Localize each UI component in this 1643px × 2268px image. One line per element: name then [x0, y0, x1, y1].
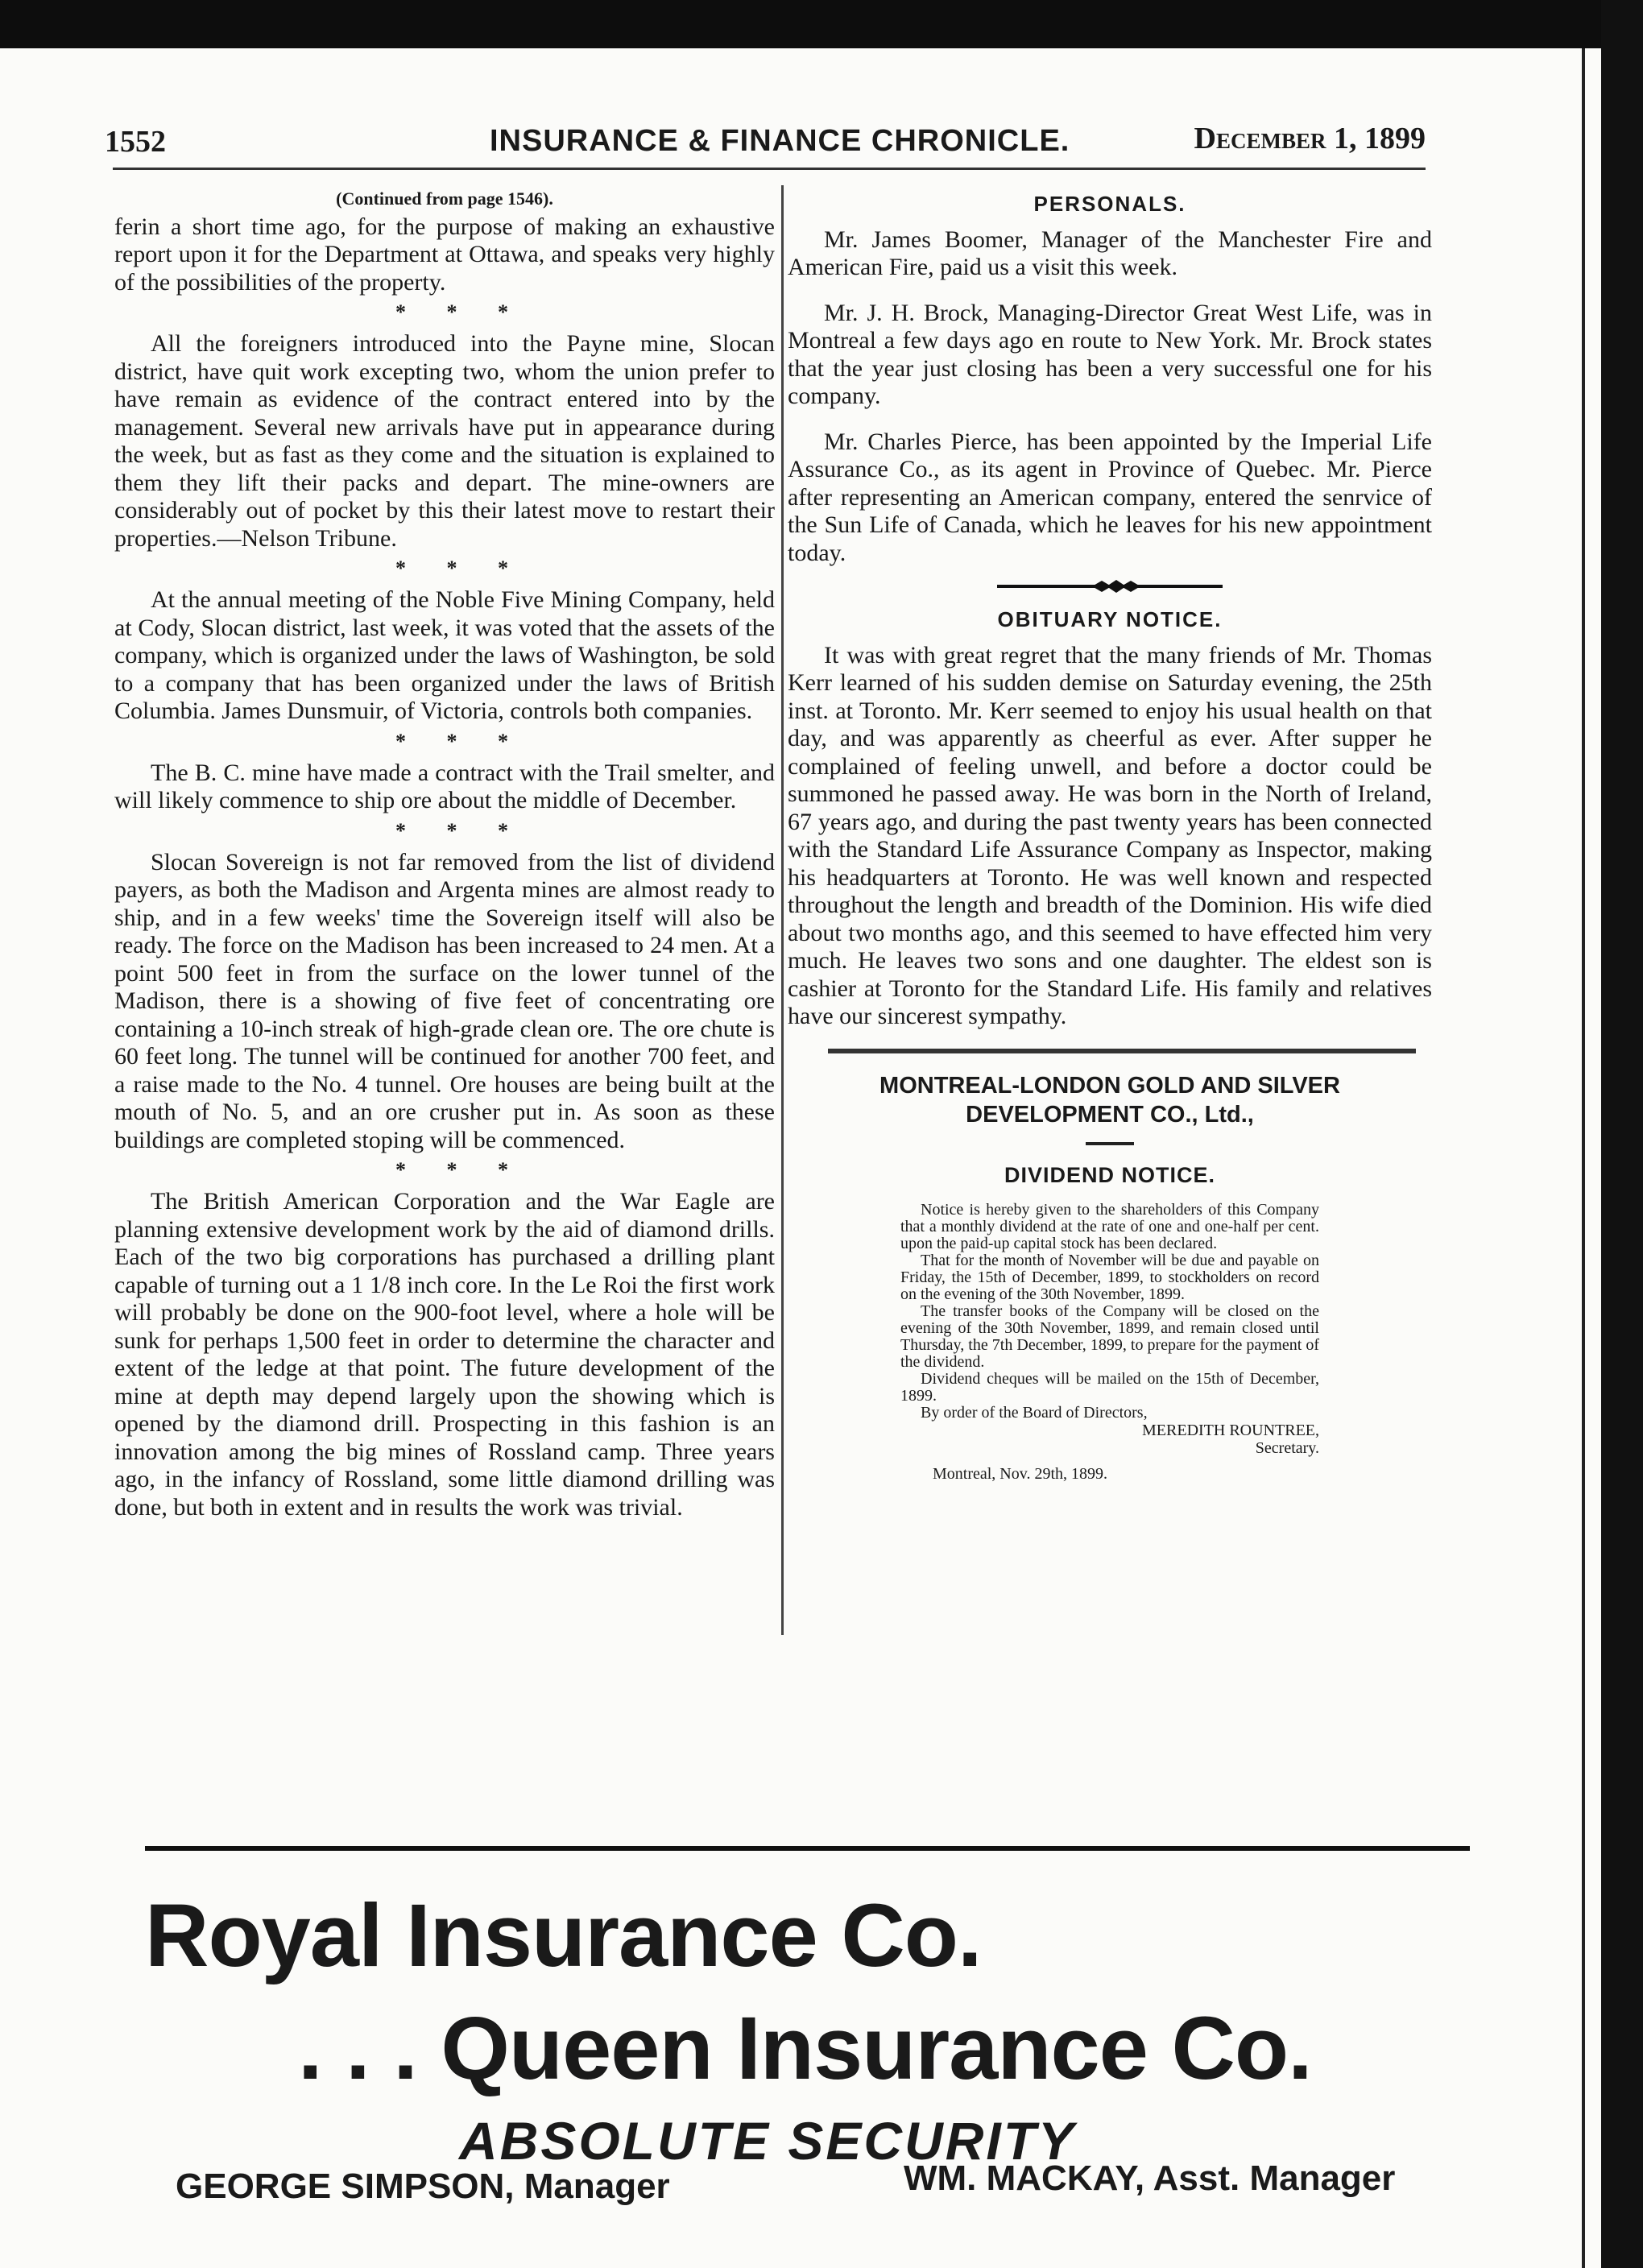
place-date: Montreal, Nov. 29th, 1899. — [933, 1465, 1108, 1483]
page-edge-line — [1582, 48, 1585, 2268]
personal-item: Mr. Charles Pierce, has been appointed by the Imperial Life Assurance Co., as its agent in Province of Quebec. Mr. Pierce after representing an American company, entered the senrvice of the Sun Life of Canada, which he leaves for his new appointment today. — [788, 428, 1432, 566]
article-paragraph: Slocan Sovereign is not far removed from the list of dividend payers, as both the Madison and Argenta mines are almost ready to ship, and in a few weeks' time the Sovereign itself will also be ready. The force on the Madison has been increased to 24 men. At a point 500 feet in from the surface on the lower tunnel of the Madison, there is a showing of five feet of concentrating ore containing a 10-inch streak of high-grade clean ore. The ore chute is 60 feet long. The tunnel will be continued for another 700 feet, and a raise made to the No. 4 tunnel. Ore houses are being built at the mouth of No. 5, and an ore crusher put in. As soon as these buildings are completed stoping will be commenced. — [114, 848, 775, 1153]
article-paragraph: ferin a short time ago, for the purpose of making an exhaustive report upon it for the Department at Ottawa, and speaks very highly of the possibilities of the property. — [114, 213, 775, 296]
section-separator: * * * — [395, 729, 526, 753]
assistant-manager-name: WM. MACKAY, Asst. Manager — [904, 2158, 1396, 2198]
section-separator: * * * — [395, 300, 526, 324]
continued-note: (Continued from page 1546). — [336, 188, 553, 209]
dividend-order: By order of the Board of Directors, — [921, 1404, 1148, 1422]
right-column — [788, 190, 1432, 1488]
publication-title: INSURANCE & FINANCE CHRONICLE. — [490, 124, 1070, 158]
tagline: ABSOLUTE SECURITY — [459, 2111, 1077, 2171]
personal-item: Mr. J. H. Brock, Managing-Director Great West Life, was in Montreal a few days ago en route to New York. Mr. Brock states that the year just closing has been a very successful one for his company. — [788, 299, 1432, 409]
company-name-line2: DEVELOPMENT CO., Ltd., — [966, 1101, 1254, 1128]
queen-insurance-line: . . . Queen Insurance Co. — [298, 1999, 1312, 2098]
royal-insurance-line: Royal Insurance Co. — [145, 1886, 982, 1985]
article-paragraph: All the foreigners introduced into the Payne mine, Slocan district, have quit work excepting two, whom the union prefer to have remain as evidence of the contract entered into by the management. Several new arrivals have put in appearance during the week, but as fast as they come and the situation is explained to them they lift their packs and depart. The mine-owners are considerably out of pocket by this their latest move to restart their properties.—Nelson Tribune. — [114, 330, 775, 552]
section-rule — [828, 1049, 1416, 1053]
column-divider — [781, 185, 784, 1635]
dividend-heading: DIVIDEND NOTICE. — [1004, 1162, 1216, 1187]
dividend-paragraph: Notice is hereby given to the shareholders of this Company that a monthly dividend at the rate of one and one-half per cent. upon the paid-up capital stock has been declared. — [900, 1201, 1319, 1252]
short-rule — [1086, 1142, 1134, 1145]
page-number: 1552 — [105, 125, 166, 159]
obituary-heading: OBITUARY NOTICE. — [997, 607, 1223, 631]
section-separator: * * * — [395, 1158, 526, 1182]
article-paragraph: The B. C. mine have made a contract with the Trail smelter, and will likely commence to ship ore about the middle of December. — [114, 759, 775, 813]
issue-date: December 1, 1899 — [1194, 122, 1426, 155]
personal-item: Mr. James Boomer, Manager of the Manchester Fire and American Fire, paid us a visit this week. — [788, 226, 1432, 280]
dividend-body — [900, 1202, 1319, 1422]
scan-right-border — [1601, 0, 1643, 2268]
header-rule — [113, 168, 1426, 170]
ornamental-rule — [997, 578, 1223, 594]
signatory-role: Secretary. — [1255, 1439, 1319, 1457]
section-separator: * * * — [395, 818, 526, 842]
scan-top-border — [0, 0, 1643, 48]
dividend-paragraph: Dividend cheques will be mailed on the 15th of December, 1899. — [900, 1370, 1319, 1405]
manager-name: GEORGE SIMPSON, Manager — [176, 2167, 670, 2206]
advertisement-rule — [145, 1846, 1470, 1851]
left-column — [114, 185, 775, 1521]
article-paragraph: At the annual meeting of the Noble Five Mining Company, held at Cody, Slocan district, last week, it was voted that the assets of the company, which is organized under the laws of Washington, be sold to a company that has been organized under the laws of British Columbia. James Dunsmuir, of Victoria, controls both companies. — [114, 586, 775, 724]
personals-heading: PERSONALS. — [1033, 192, 1186, 216]
company-name-line1: MONTREAL-LONDON GOLD AND SILVER — [879, 1072, 1340, 1099]
obituary-text: It was with great regret that the many friends of Mr. Thomas Kerr learned of his sudden demise on Saturday evening, the 25th inst. at Toronto. Mr. Kerr seemed to enjoy his usual health on that day, and was apparently as cheerful as ever. After supper he complained of feeling unwell, and before a doctor could be summoned he passed away. He was born in the North of Ireland, 67 years ago, and during the past twenty years has been connected with the Standard Life Assurance Company as Inspector, making his headquarters at Toronto. He was well known and respected throughout the length and breadth of the Dominion. His wife died about two months ago, and this seemed to have effected him very much. He leaves two sons and one daughter. The eldest son is cashier at Toronto for the Standard Life. His family and relatives have our sincerest sympathy. — [788, 641, 1432, 1029]
article-paragraph: The British American Corporation and the War Eagle are planning extensive development work by the aid of diamond drills. Each of the two big corporations has purchased a drilling plant capable of turning out a 1 1/8 inch core. In the Le Roi the first work will probably be done on the 900-foot level, where a hole will be sunk for perhaps 1,500 feet in order to determine the character and extent of the ledge at that point. The future development of the mine at depth may depend largely upon the showing which is opened by the diamond drill. Prospecting in this fashion is an innovation among the big mines of Rossland camp. Three years ago, in the infancy of Rossland, some little diamond drilling was done, but both in extent and in results the work was trivial. — [114, 1188, 775, 1521]
dividend-notice-ad — [788, 1071, 1432, 1488]
dividend-paragraph: The transfer books of the Company will be closed on the evening of the 30th November, 1899, and remain closed until Thursday, the 7th December, 1899, to prepare for the payment of the dividend. — [900, 1302, 1319, 1371]
signatory-name: MEREDITH ROUNTREE, — [1142, 1422, 1319, 1439]
page-header — [97, 121, 1434, 169]
dividend-paragraph: That for the month of November will be due and payable on Friday, the 15th of December, 1899, to stockholders on record on the evening of the 30th November, 1899. — [900, 1252, 1319, 1303]
section-separator: * * * — [395, 557, 526, 580]
